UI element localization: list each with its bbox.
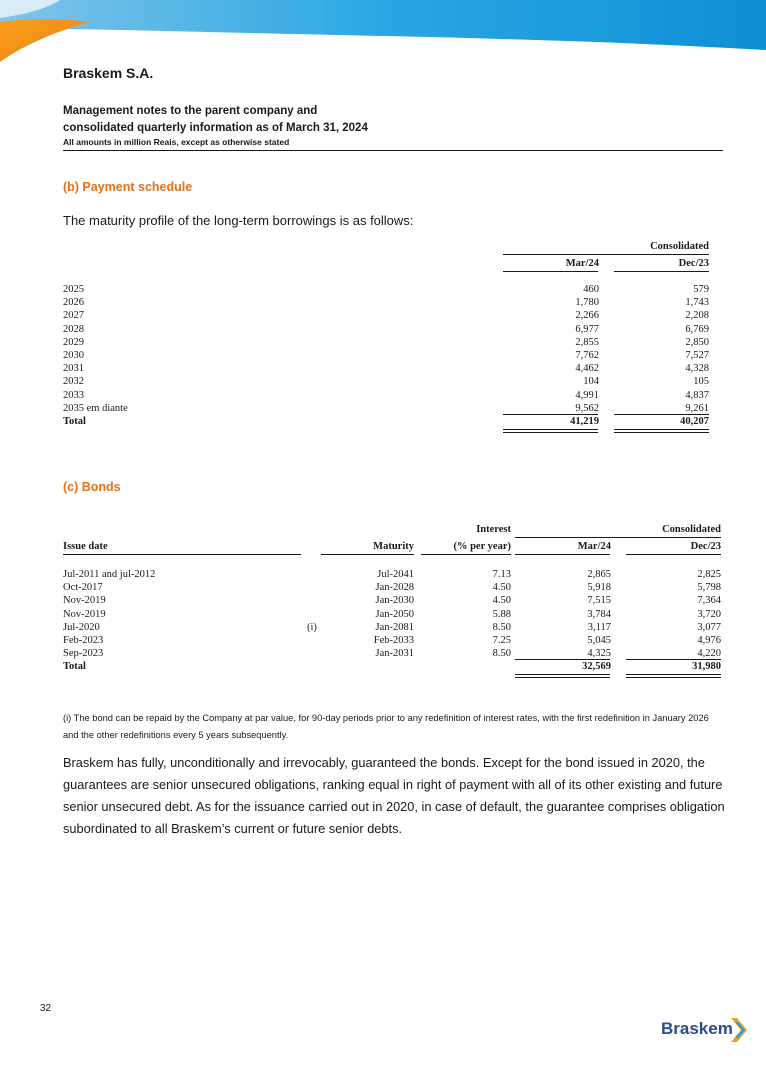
bond-maturity: Jan-2081 (375, 621, 414, 633)
payment-row-label: 2033 (63, 389, 84, 401)
payment-row-mar: 104 (583, 376, 599, 388)
bond-rate: 7.25 (492, 635, 511, 646)
bond-maturity: Feb-2033 (373, 635, 414, 646)
payment-col-header-row (63, 257, 723, 270)
payment-schedule-intro: The maturity profile of the long-term borrowings is as follows: (63, 213, 414, 228)
bond-mar: 2,865 (587, 569, 611, 580)
payment-total-rule-mar (503, 429, 598, 433)
bond-issue-date: Jul-2011 and jul-2012 (63, 569, 156, 580)
payment-row (63, 283, 723, 296)
payment-row (63, 336, 723, 349)
bonds-interest-header: Interest (476, 524, 511, 535)
bond-maturity: Jan-2030 (375, 595, 414, 607)
bond-rate: 5.88 (492, 608, 511, 620)
bond-maturity: Jan-2028 (375, 582, 414, 594)
payment-row-mar: 6,977 (575, 323, 599, 335)
payment-group-header-row (63, 240, 723, 253)
payment-total-mar: 41,219 (570, 416, 599, 427)
bond-dec: 4,220 (697, 648, 721, 660)
payment-row-label: 2027 (63, 310, 84, 322)
bond-row (63, 568, 723, 581)
payment-row-dec: 1,743 (685, 297, 709, 309)
bond-row (63, 581, 723, 594)
bonds-rule-issue (63, 554, 301, 555)
payment-row-dec: 2,208 (685, 310, 709, 322)
document-title (63, 103, 368, 137)
payment-total-row (63, 415, 723, 428)
payment-row-dec: 9,261 (685, 402, 709, 414)
amounts-note: All amounts in million Reais, except as otherwise stated (63, 137, 290, 147)
payment-row-mar: 2,266 (575, 310, 599, 322)
payment-row-mar: 4,462 (575, 363, 599, 375)
bonds-col-mar: Mar/24 (577, 541, 611, 552)
payment-row-mar: 7,762 (575, 350, 599, 361)
payment-schedule-table (63, 238, 723, 438)
payment-row-dec: 4,837 (685, 389, 709, 401)
bond-row (63, 634, 723, 647)
bonds-rule-mar (515, 554, 610, 555)
payment-row (63, 362, 723, 375)
bonds-total-label: Total (63, 661, 86, 673)
payment-row-mar: 2,855 (575, 336, 599, 348)
bond-row (63, 647, 723, 660)
payment-row-mar: 9,562 (575, 402, 599, 414)
bond-dec: 4,976 (697, 635, 721, 646)
title-line-1: Management notes to the parent company and (63, 105, 318, 117)
payment-row-label: 2025 (63, 284, 84, 295)
payment-row-mar: 4,991 (575, 389, 599, 401)
payment-row (63, 402, 723, 415)
logo-chevron-icon (729, 1016, 749, 1044)
payment-row-dec: 579 (693, 284, 709, 295)
payment-row-dec: 6,769 (685, 323, 709, 335)
bond-issue-date: Nov-2019 (63, 608, 106, 620)
payment-row (63, 375, 723, 388)
bonds-table (63, 521, 723, 686)
payment-col-dec: Dec/23 (678, 258, 709, 269)
bond-rate: 8.50 (492, 648, 511, 660)
bond-issue-date: Sep-2023 (63, 648, 104, 660)
payment-row (63, 309, 723, 322)
bond-issue-date: Jul-2020 (63, 621, 100, 633)
payment-row-dec: 4,328 (685, 363, 709, 375)
bonds-col-interest: (% per year) (453, 541, 511, 552)
bonds-footnote: (i) The bond can be repaid by the Company at par value, for 90-day periods prior to any redefinition of interest rates, with the first redefinition in January 2026 and the other redefinitions every 5 years subsequently. (63, 713, 709, 740)
bond-maturity: Jan-2031 (375, 648, 414, 660)
bond-issue-date: Feb-2023 (63, 635, 104, 646)
bonds-rule-maturity (321, 554, 414, 555)
payment-row-mar: 460 (583, 284, 599, 295)
bonds-header-row-1 (63, 523, 723, 536)
bonds-total-row (63, 660, 723, 673)
bond-row (63, 608, 723, 621)
bond-issue-date: Oct-2017 (63, 582, 103, 594)
bond-issue-date: Nov-2019 (63, 595, 106, 607)
payment-row-label: 2031 (63, 363, 84, 375)
payment-row-dec: 7,527 (685, 350, 709, 361)
bonds-header-row-2 (63, 540, 723, 553)
company-name: Braskem S.A. (63, 65, 154, 81)
bonds-total-mar: 32,569 (582, 661, 611, 673)
bond-mar: 5,918 (587, 582, 611, 594)
title-line-2: consolidated quarterly information as of March 31, 2024 (63, 122, 368, 134)
payment-row-label: 2035 em diante (63, 402, 128, 414)
payment-col-rule-mar (503, 271, 598, 272)
bonds-total-dec: 31,980 (692, 661, 721, 673)
payment-row (63, 296, 723, 309)
bond-rate: 4.50 (492, 595, 511, 607)
bonds-col-maturity: Maturity (373, 541, 414, 552)
payment-row-mar: 1,780 (575, 297, 599, 309)
payment-row-dec: 2,850 (685, 336, 709, 348)
bonds-guarantee-paragraph: Braskem has fully, unconditionally and irrevocably, guaranteed the bonds. Except for the bond issued in 2020, the guarantees are senior unsecured obligations, ranking equal in right of payment with all of its other existing and future senior unsecured debt. As for the issuance carried out in 2020, in case of default, the guarantee comprises obligation subordinated to all Braskem’s current or future senior debts. (63, 755, 725, 836)
bonds-col-issue: Issue date (63, 541, 108, 552)
bonds-group-rule (515, 537, 721, 538)
header-divider (63, 150, 723, 151)
bond-rate: 7.13 (492, 569, 511, 580)
payment-row (63, 349, 723, 362)
bonds-rule-interest (421, 554, 511, 555)
payment-col-mar: Mar/24 (565, 258, 599, 269)
bond-maturity: Jul-2041 (377, 569, 414, 580)
bond-note-ref: (i) (307, 621, 317, 633)
payment-row-label: 2029 (63, 336, 84, 348)
bond-dec: 7,364 (697, 595, 721, 607)
bond-mar: 5,045 (587, 635, 611, 646)
payment-row (63, 389, 723, 402)
bond-dec: 3,720 (697, 608, 721, 620)
braskem-logo (661, 1016, 751, 1048)
bond-row (63, 594, 723, 607)
payment-total-label: Total (63, 416, 86, 427)
payment-row-label: 2030 (63, 350, 84, 361)
bond-mar: 4,325 (587, 648, 611, 660)
payment-row-dec: 105 (693, 376, 709, 388)
payment-row-label: 2026 (63, 297, 84, 309)
bond-dec: 5,798 (697, 582, 721, 594)
payment-group-rule (503, 254, 709, 255)
payment-row-label: 2032 (63, 376, 84, 388)
logo-text: Braskem (661, 1019, 733, 1038)
bonds-col-dec: Dec/23 (690, 541, 721, 552)
payment-col-rule-dec (614, 271, 709, 272)
bond-dec: 3,077 (697, 621, 721, 633)
payment-row (63, 323, 723, 336)
bond-maturity: Jan-2050 (375, 608, 414, 620)
bonds-total-rule-dec (626, 674, 721, 678)
bond-rate: 4.50 (492, 582, 511, 594)
payment-schedule-title: (b) Payment schedule (63, 180, 193, 194)
payment-total-rule-dec (614, 429, 709, 433)
bonds-group-header: Consolidated (662, 524, 721, 535)
bond-rate: 8.50 (492, 621, 511, 633)
bond-mar: 3,117 (587, 621, 611, 633)
bonds-rule-dec (626, 554, 721, 555)
bond-mar: 3,784 (587, 608, 611, 620)
payment-total-dec: 40,207 (680, 416, 709, 427)
bonds-title: (c) Bonds (63, 480, 121, 494)
payment-row-label: 2028 (63, 323, 84, 335)
bond-row (63, 621, 723, 634)
bonds-total-rule-mar (515, 674, 610, 678)
page-number: 32 (40, 1003, 52, 1014)
payment-group-header: Consolidated (650, 241, 709, 252)
bond-dec: 2,825 (697, 569, 721, 580)
bond-mar: 7,515 (587, 595, 611, 607)
